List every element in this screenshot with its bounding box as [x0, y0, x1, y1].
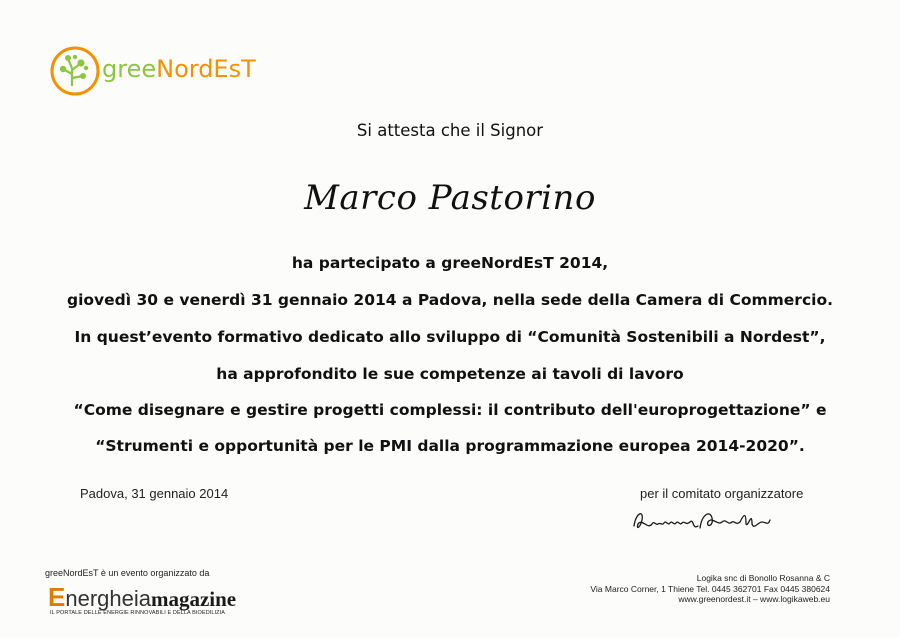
energheia-magazine: magazine [150, 587, 237, 611]
attesta-line: Si attesta che il Signor [356, 121, 544, 140]
committee-label: per il comitato organizzatore [640, 486, 804, 501]
energheia-tagline: IL PORTALE DELLE ENERGIE RINNOVABILI E DELLA BIOEDILIZIA [50, 610, 226, 616]
tree-network-logo-icon [50, 46, 100, 96]
signature [628, 500, 808, 540]
organizer-address: Via Marco Corner, 1 Thiene Tel. 0445 362701 Fax 0445 380624 [590, 583, 830, 594]
greenordest-logo [50, 46, 290, 102]
energheia-e: E [48, 582, 66, 612]
energheia-name: nergheia [65, 586, 151, 611]
organizer-info [510, 573, 830, 605]
logo-wordmark [102, 55, 256, 83]
body-line-2: giovedì 30 e venerdì 31 gennaio 2014 a Padova, nella sede della Camera di Commercio. [67, 291, 833, 309]
logo-text-green: gree [102, 55, 157, 83]
logo-text-orange: NordEsT [156, 55, 256, 83]
organized-by-text: greeNordEsT è un evento organizzato da [45, 568, 210, 578]
body-line-1: ha partecipato a greeNordEsT 2014, [291, 254, 609, 272]
organizer-websites: www.greenordest.it – www.logikaweb.eu [678, 594, 830, 604]
body-line-4: ha approfondito le sue competenze ai tavoli di lavoro [216, 365, 684, 383]
recipient-name: Marco Pastorino [304, 178, 596, 218]
body-line-5: “Come disegnare e gestire progetti complessi: il contributo dell'europrogettazione” e [73, 401, 827, 419]
body-line-6: “Strumenti e opportunità per le PMI dalla programmazione europea 2014-2020”. [95, 437, 805, 455]
body-line-3: In quest’evento formativo dedicato allo sviluppo di “Comunità Sostenibili a Nordest”, [74, 328, 826, 346]
energheia-magazine-logo [48, 582, 237, 622]
organizer-company: Logika snc di Bonollo Rosanna & C [696, 573, 830, 583]
energheia-wordmark [48, 582, 236, 613]
place-date: Padova, 31 gennaio 2014 [80, 486, 229, 501]
